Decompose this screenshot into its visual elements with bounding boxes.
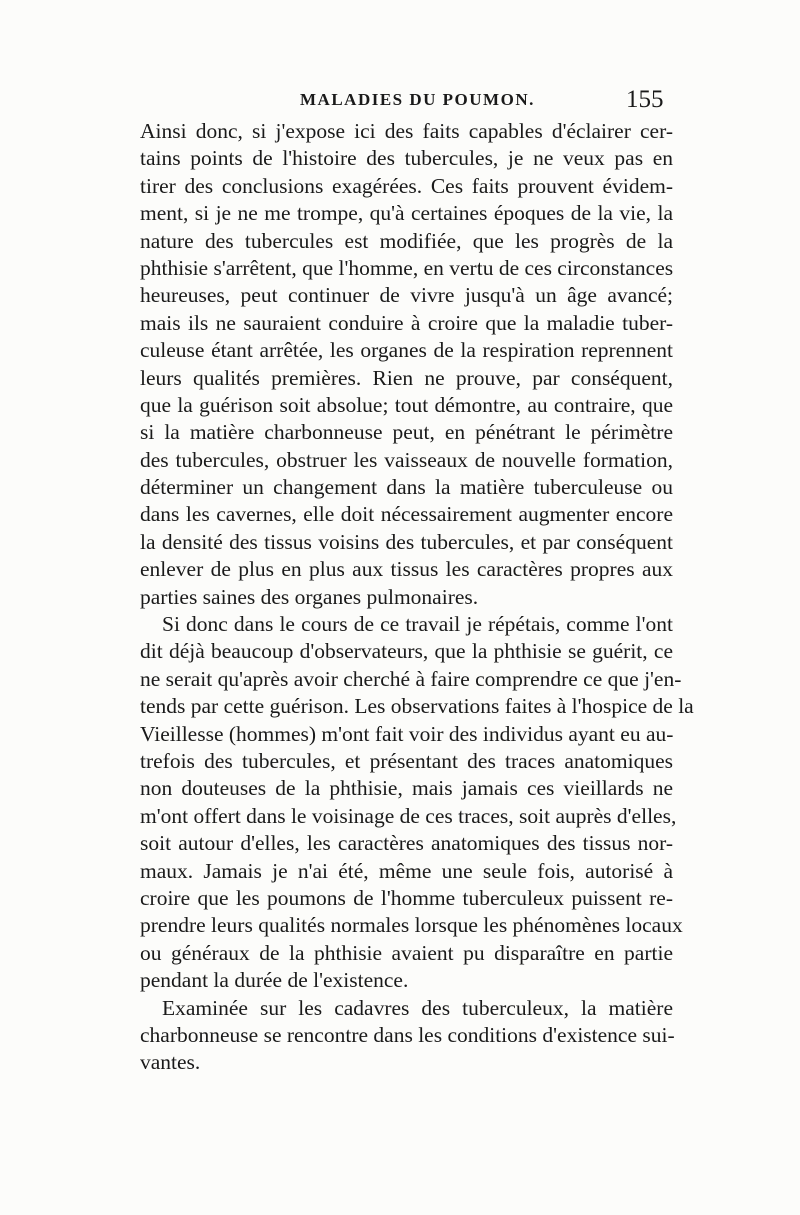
text-line: trefois des tubercules, et présentant des traces anatomiques: [140, 748, 673, 773]
running-title: MALADIES DU POUMON.: [300, 90, 535, 109]
text-line: nature des tubercules est modifiée, que les progrès de la: [140, 228, 673, 253]
text-line: parties saines des organes pulmonaires.: [140, 584, 479, 609]
text-line: phthisie s'arrêtent, que l'homme, en vertu de ces circonstances: [140, 255, 674, 280]
text-line: charbonneuse se rencontre dans les conditions d'existence sui-: [140, 1022, 675, 1047]
text-line: non douteuses de la phthisie, mais jamais ces vieillards ne: [140, 776, 673, 801]
text-line: dans les cavernes, elle doit nécessairement augmenter encore: [140, 502, 673, 527]
page-number: 155: [626, 86, 664, 113]
text-line: la densité des tissus voisins des tubercules, et par conséquent: [140, 529, 673, 554]
text-line: croire que les poumons de l'homme tuberculeux puissent re-: [140, 885, 673, 910]
text-line: que la guérison soit absolue; tout démontre, au contraire, que: [140, 392, 673, 417]
text-line: dit déjà beaucoup d'observateurs, que la phthisie se guérit, ce: [140, 639, 673, 664]
text-line: pendant la durée de l'existence.: [140, 968, 409, 993]
text-line: ment, si je ne me trompe, qu'à certaines époques de la vie, la: [140, 201, 673, 226]
paragraph: [140, 995, 673, 1077]
running-head: [0, 86, 800, 120]
text-line: Si donc dans le cours de ce travail je répétais, comme l'ont: [162, 612, 673, 637]
text-line: déterminer un changement dans la matière tuberculeuse ou: [140, 475, 673, 500]
text-line: mais ils ne sauraient conduire à croire que la maladie tuber-: [140, 310, 673, 335]
text-line: soit autour d'elles, les caractères anatomiques des tissus nor-: [140, 831, 673, 856]
text-line: des tubercules, obstruer les vaisseaux de nouvelle formation,: [140, 447, 673, 472]
text-line: culeuse étant arrêtée, les organes de la respiration reprennent: [140, 338, 673, 363]
text-line: ne serait qu'après avoir cherché à faire comprendre ce que j'en-: [140, 666, 682, 691]
text-line: tends par cette guérison. Les observations faites à l'hospice de la: [140, 694, 694, 719]
paragraph: [140, 118, 673, 611]
text-line: prendre leurs qualités normales lorsque les phénomènes locaux: [140, 913, 683, 938]
body-text: [140, 118, 694, 1077]
text-line: si la matière charbonneuse peut, en pénétrant le périmètre: [140, 420, 673, 445]
text-line: heureuses, peut continuer de vivre jusqu'à un âge avancé;: [140, 283, 673, 308]
text-line: leurs qualités premières. Rien ne prouve, par conséquent,: [140, 365, 673, 390]
text-line: tirer des conclusions exagérées. Ces faits prouvent évidem-: [140, 173, 673, 198]
text-line: Ainsi donc, si j'expose ici des faits capables d'éclairer cer-: [140, 119, 673, 143]
text-line: enlever de plus en plus aux tissus les caractères propres aux: [140, 557, 673, 582]
text-line: Vieillesse (hommes) m'ont fait voir des individus ayant eu au-: [140, 721, 674, 746]
text-line: vantes.: [140, 1050, 201, 1075]
text-line: ou généraux de la phthisie avaient pu disparaître en partie: [140, 940, 673, 965]
paragraph: [140, 611, 694, 994]
text-line: tains points de l'histoire des tubercules, je ne veux pas en: [140, 146, 673, 171]
text-line: maux. Jamais je n'ai été, même une seule fois, autorisé à: [140, 858, 673, 883]
text-line: Examinée sur les cadavres des tuberculeux, la matière: [162, 995, 673, 1020]
text-line: m'ont offert dans le voisinage de ces traces, soit auprès d'elles,: [140, 803, 677, 828]
